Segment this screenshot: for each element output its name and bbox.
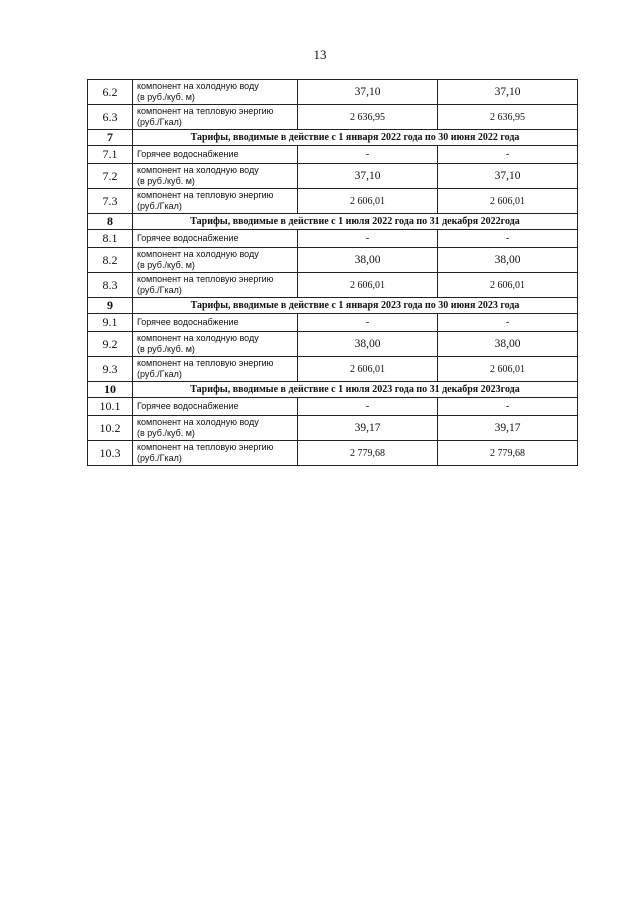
tariff-value-2: 2 636,95 [438,105,578,130]
table-row [88,332,578,357]
description-line: (руб./Гкал) [137,369,182,379]
tariff-value-1: 38,00 [298,332,438,357]
row-description [133,248,298,273]
row-description [133,357,298,382]
tariff-value-1: 37,10 [298,164,438,189]
section-title: Тарифы, вводимые в действие с 1 января 2022 года по 30 июня 2022 года [133,130,578,146]
tariff-value-2: 38,00 [438,332,578,357]
table-row [88,164,578,189]
row-number: 7.3 [88,189,133,214]
tariff-table [87,79,578,466]
description-line: компонент на тепловую энергию [137,274,274,284]
tariff-value-2: 39,17 [438,416,578,441]
row-description [133,230,298,248]
row-number: 10.1 [88,398,133,416]
row-description [133,332,298,357]
section-number: 7 [88,130,133,146]
description-line: (в руб./куб. м) [137,92,195,102]
tariff-value-2: - [438,398,578,416]
tariff-value-2: 2 606,01 [438,273,578,298]
description-line: Горячее водоснабжение [137,317,239,327]
description-line: компонент на холодную воду [137,165,259,175]
description-line: (руб./Гкал) [137,201,182,211]
description-line: компонент на тепловую энергию [137,358,274,368]
description-line: компонент на холодную воду [137,417,259,427]
tariff-value-1: 38,00 [298,248,438,273]
tariff-value-2: - [438,230,578,248]
description-line: компонент на тепловую энергию [137,106,274,116]
section-number: 10 [88,382,133,398]
table-row [88,80,578,105]
description-line: компонент на тепловую энергию [137,190,274,200]
tariff-value-1: 2 606,01 [298,357,438,382]
tariff-value-2: 2 779,68 [438,441,578,466]
table-row [88,105,578,130]
description-line: (в руб./куб. м) [137,260,195,270]
tariff-value-1: 2 636,95 [298,105,438,130]
table-row [88,416,578,441]
row-description [133,189,298,214]
table-row [88,146,578,164]
table-row [88,441,578,466]
row-description [133,273,298,298]
tariff-value-1: 37,10 [298,80,438,105]
tariff-value-1: - [298,230,438,248]
section-header-row [88,130,578,146]
description-line: (руб./Гкал) [137,453,182,463]
section-title: Тарифы, вводимые в действие с 1 января 2023 года по 30 июня 2023 года [133,298,578,314]
tariff-value-1: - [298,314,438,332]
row-description [133,105,298,130]
tariff-table-body [88,80,578,466]
row-number: 10.3 [88,441,133,466]
description-line: компонент на холодную воду [137,333,259,343]
section-number: 8 [88,214,133,230]
page-number: 13 [313,47,327,62]
row-number: 8.2 [88,248,133,273]
description-line: (руб./Гкал) [137,285,182,295]
description-line: компонент на холодную воду [137,249,259,259]
tariff-value-2: 2 606,01 [438,189,578,214]
row-description [133,416,298,441]
row-number: 7.2 [88,164,133,189]
tariff-value-2: 37,10 [438,164,578,189]
row-number: 6.3 [88,105,133,130]
tariff-value-2: - [438,314,578,332]
section-title: Тарифы, вводимые в действие с 1 июля 2023 года по 31 декабря 2023года [133,382,578,398]
description-line: (в руб./куб. м) [137,176,195,186]
section-header-row [88,298,578,314]
tariff-value-1: - [298,398,438,416]
row-description [133,314,298,332]
table-row [88,398,578,416]
tariff-value-1: 39,17 [298,416,438,441]
row-number: 9.3 [88,357,133,382]
row-description [133,441,298,466]
tariff-value-1: - [298,146,438,164]
table-row [88,357,578,382]
section-header-row [88,382,578,398]
table-row [88,273,578,298]
row-description [133,146,298,164]
row-description [133,164,298,189]
row-description [133,398,298,416]
row-number: 9.1 [88,314,133,332]
row-number: 7.1 [88,146,133,164]
tariff-value-2: 2 606,01 [438,357,578,382]
row-number: 6.2 [88,80,133,105]
section-title: Тарифы, вводимые в действие с 1 июля 2022 года по 31 декабря 2022года [133,214,578,230]
tariff-value-2: - [438,146,578,164]
description-line: Горячее водоснабжение [137,401,239,411]
tariff-value-1: 2 606,01 [298,273,438,298]
section-header-row [88,214,578,230]
tariff-value-1: 2 779,68 [298,441,438,466]
description-line: (в руб./куб. м) [137,428,195,438]
section-number: 9 [88,298,133,314]
description-line: компонент на тепловую энергию [137,442,274,452]
tariff-value-2: 38,00 [438,248,578,273]
table-row [88,189,578,214]
table-row [88,248,578,273]
row-number: 8.3 [88,273,133,298]
description-line: (руб./Гкал) [137,117,182,127]
description-line: (в руб./куб. м) [137,344,195,354]
tariff-value-1: 2 606,01 [298,189,438,214]
table-row [88,230,578,248]
tariff-value-2: 37,10 [438,80,578,105]
row-description [133,80,298,105]
row-number: 10.2 [88,416,133,441]
description-line: Горячее водоснабжение [137,233,239,243]
description-line: компонент на холодную воду [137,81,259,91]
row-number: 8.1 [88,230,133,248]
table-row [88,314,578,332]
description-line: Горячее водоснабжение [137,149,239,159]
row-number: 9.2 [88,332,133,357]
